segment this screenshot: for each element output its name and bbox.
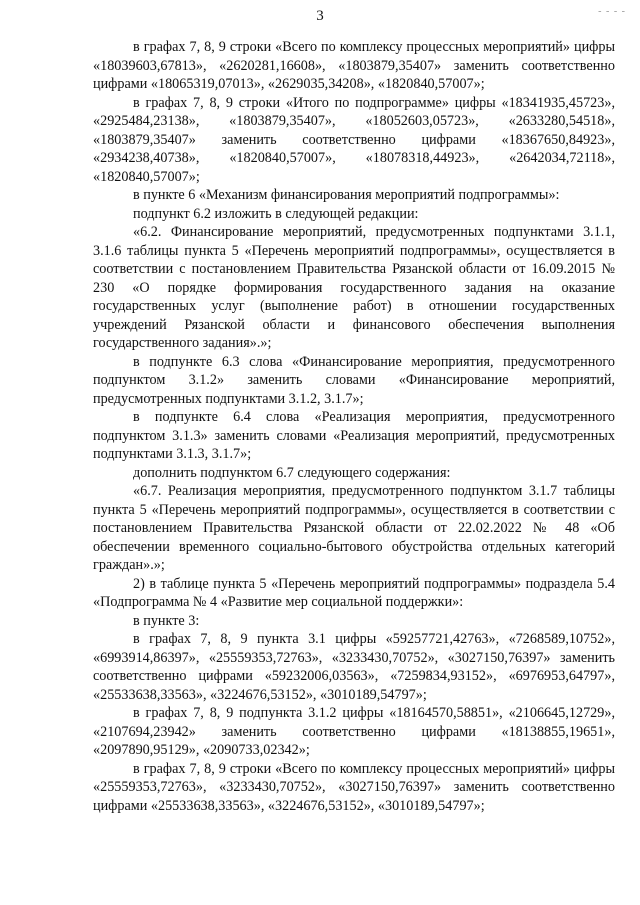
paragraph: в графах 7, 8, 9 пункта 3.1 цифры «59257721,42763», «7268589,10752», «6993914,86397», «25559353,72763», «3233430,70752», «3027150,76397» заменить соответственно цифрами «59232006,03563», «7259834,93152», «6976953,64797», «25533638,33563», «3224676,53152», «3010189,54797»; — [93, 631, 615, 703]
page-number: 3 — [316, 8, 324, 24]
corner-mark: - - - - — [598, 6, 626, 17]
paragraph: «6.2. Финансирование мероприятий, предусмотренных подпунктами 3.1.1, 3.1.6 таблицы пункта 5 «Перечень мероприятий подпрограммы», осуществляется в соответствии с постановлением Правительства Рязанской области от 16.09.2015 № 230 «О порядке формирования государственного задания на оказание государственных услуг (выполнение работ) в отношении государственных учреждений Рязанской области и финансового обеспечения выполнения государственного задания».»; — [93, 224, 615, 351]
paragraph: в графах 7, 8, 9 строки «Всего по комплексу процессных мероприятий» цифры «18039603,67813», «2620281,16608», «1803879,35407» заменить соответственно цифрами «18065319,07013», «2629035,34208», «1820840,57007»; — [93, 39, 615, 92]
paragraph: 2) в таблице пункта 5 «Перечень мероприятий подпрограммы» подраздела 5.4 «Подпрограмма № 4 «Развитие мер социальной поддержки»: — [93, 575, 615, 610]
paragraph: в пункте 6 «Механизм финансирования мероприятий подпрограммы»: — [133, 187, 560, 203]
paragraph: дополнить подпунктом 6.7 следующего содержания: — [133, 464, 451, 481]
document-body — [93, 38, 615, 815]
paragraph: в пункте 3: — [133, 612, 200, 629]
paragraph: в подпункте 6.3 слова «Финансирование мероприятия, предусмотренного подпунктом 3.1.2» заменить словами «Финансирование мероприятий, предусмотренных подпунктами 3.1.2, 3.1.7»; — [93, 353, 615, 407]
paragraph: в графах 7, 8, 9 подпункта 3.1.2 цифры «18164570,58851», «2106645,12729», «2107694,23942» заменить соответственно цифрами «18138855,19651», «2097890,95129», «2090733,02342»; — [93, 705, 615, 758]
paragraph: в графах 7, 8, 9 строки «Итого по подпрограмме» цифры «18341935,45723», «2925484,23138», «1803879,35407», «18052603,05723», «2633280,54518», «1803879,35407» заменить соответственно цифрами «18367650,84923», «2934238,40738», «1820840,57007», «18078318,44923», «2642034,72118», «1820840,57007»; — [93, 94, 615, 185]
paragraph: подпункт 6.2 изложить в следующей редакции: — [133, 205, 419, 222]
paragraph: в графах 7, 8, 9 строки «Всего по комплексу процессных мероприятий» цифры «25559353,72763», «3233430,70752», «3027150,76397» заменить соответственно цифрами «25533638,33563», «3224676,53152», «3010189,54797»; — [93, 760, 615, 814]
paragraph: в подпункте 6.4 слова «Реализация мероприятия, предусмотренного подпунктом 3.1.3» заменить словами «Реализация мероприятий, предусмотренных подпунктами 3.1.3, 3.1.7»; — [93, 409, 615, 462]
paragraph: «6.7. Реализация мероприятия, предусмотренного подпунктом 3.1.7 таблицы пункта 5 «Перечень мероприятий подпрограммы», осуществляется в соответствии с постановлением Правительства Рязанской области от 22.02.2022 № 48 «Об обеспечении временного социально-бытового обустройства отдельных категорий граждан».»; — [93, 483, 615, 573]
